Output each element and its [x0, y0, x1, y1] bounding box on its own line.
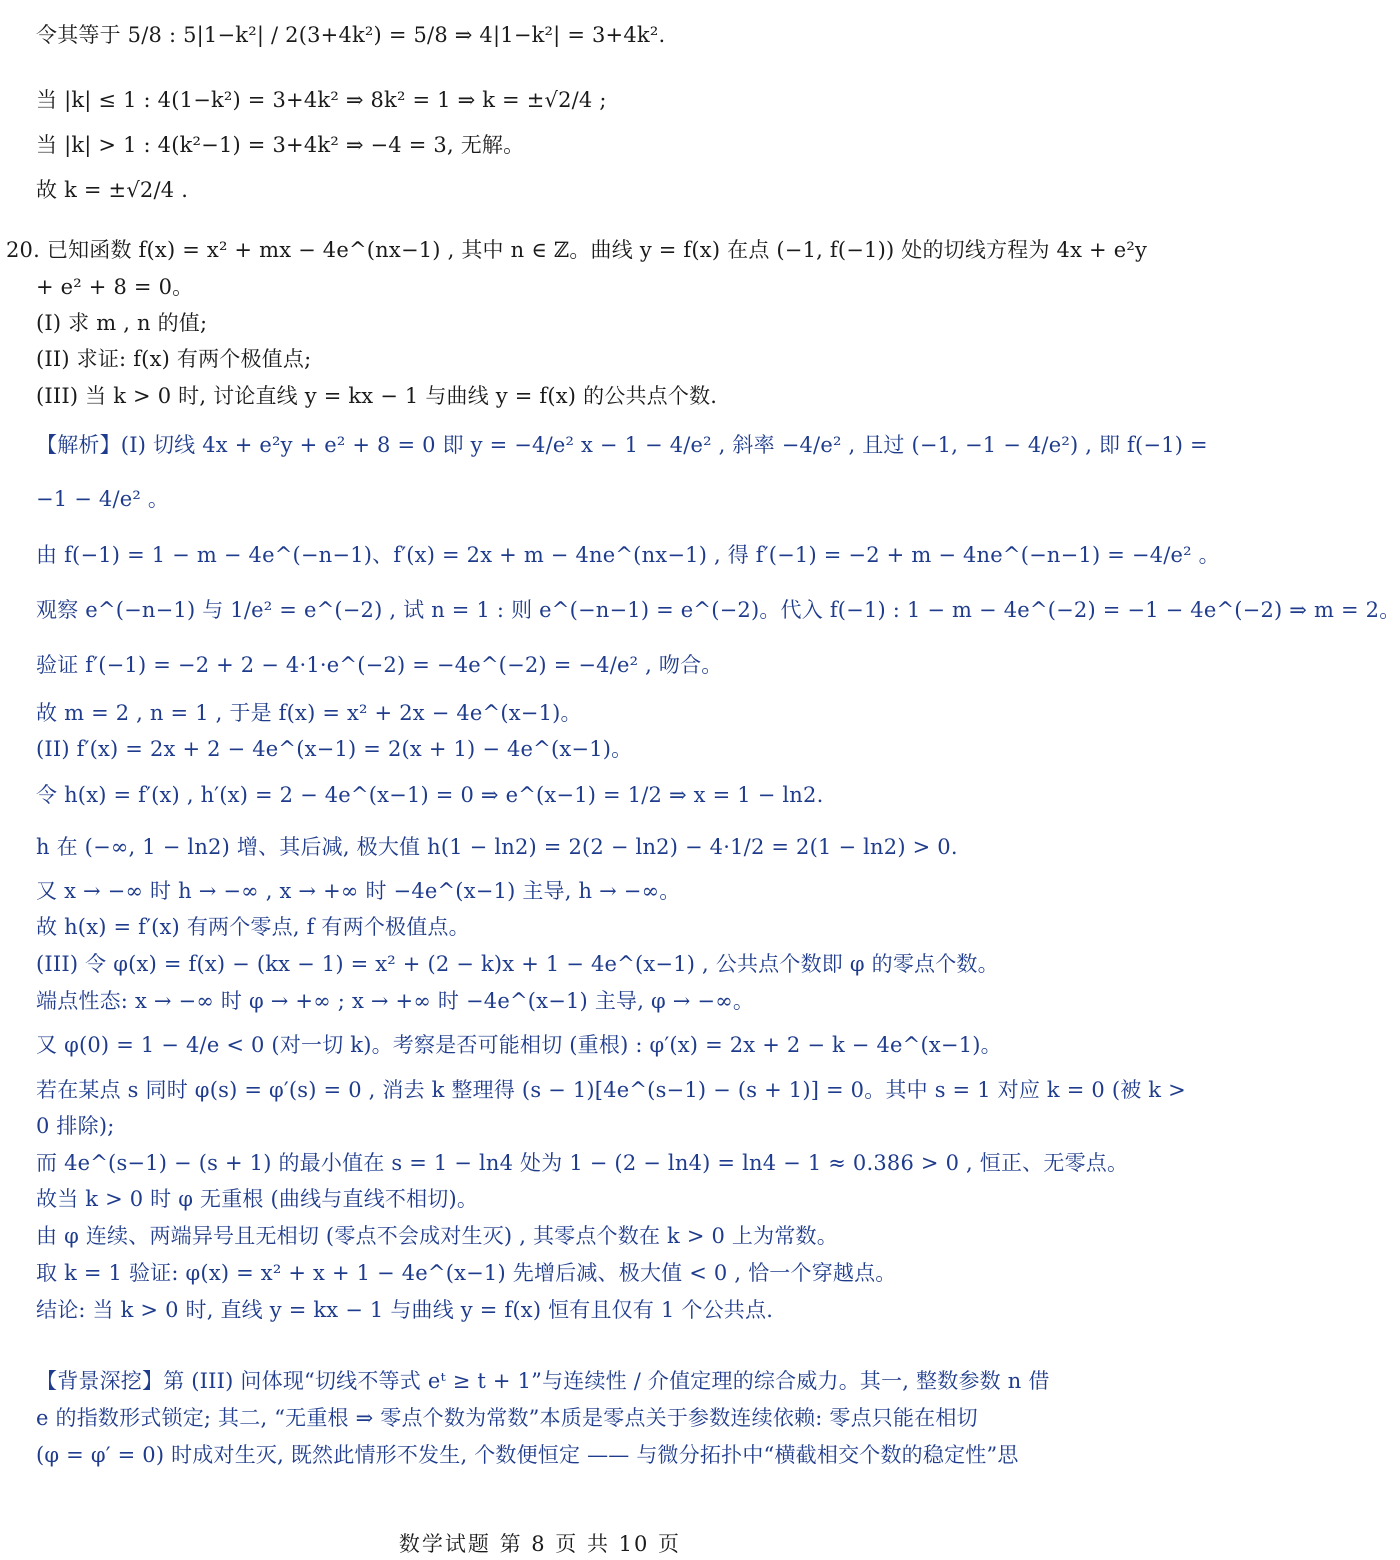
text-line: 当 |k| ≤ 1 : 4(1−k²) = 3+4k² ⇒ 8k² = 1 ⇒ k = ±√2/4 ; — [36, 88, 607, 112]
text-line: (φ = φ′ = 0) 时成对生灭, 既然此情形不发生, 个数便恒定 —— 与微分拓扑中“横截相交个数的稳定性”思 — [36, 1443, 1019, 1467]
text-line: 当 |k| > 1 : 4(k²−1) = 3+4k² ⇒ −4 = 3, 无解。 — [36, 133, 525, 157]
text-line: 故 k = ±√2/4 . — [36, 178, 189, 202]
text-line: 若在某点 s 同时 φ(s) = φ′(s) = 0 , 消去 k 整理得 (s − 1)[4e^(s−1) − (s + 1)] = 0。其中 s = 1 对应 k = 0 (被 k > — [36, 1078, 1186, 1102]
text-line: 【背景深挖】第 (III) 问体现“切线不等式 eᵗ ≥ t + 1”与连续性 / 介值定理的综合威力。其一, 整数参数 n 借 — [36, 1369, 1050, 1393]
text-line: + e² + 8 = 0。 — [36, 275, 194, 299]
page-footer: 数学试题 第 8 页 共 10 页 — [398, 1532, 682, 1556]
text-line: 故 h(x) = f′(x) 有两个零点, f 有两个极值点。 — [36, 915, 470, 939]
text-line: 取 k = 1 验证: φ(x) = x² + x + 1 − 4e^(x−1) 先增后减、极大值 < 0 , 恰一个穿越点。 — [36, 1261, 897, 1285]
text-line: −1 − 4/e² 。 — [36, 487, 170, 511]
text-line: 端点性态: x → −∞ 时 φ → +∞ ; x → +∞ 时 −4e^(x−1) 主导, φ → −∞。 — [36, 989, 755, 1013]
text-line: 而 4e^(s−1) − (s + 1) 的最小值在 s = 1 − ln4 处为 1 − (2 − ln4) = ln4 − 1 ≈ 0.386 > 0 , 恒正、无零点。 — [36, 1151, 1129, 1175]
text-line: 【解析】(I) 切线 4x + e²y + e² + 8 = 0 即 y = −4/e² x − 1 − 4/e² , 斜率 −4/e² , 且过 (−1, −1 − 4/e²) , 即 f(−1) = — [36, 433, 1208, 457]
text-line: (III) 当 k > 0 时, 讨论直线 y = kx − 1 与曲线 y = f(x) 的公共点个数. — [36, 384, 718, 408]
text-line: 验证 f′(−1) = −2 + 2 − 4·1·e^(−2) = −4e^(−2) = −4/e² , 吻合。 — [36, 653, 723, 677]
text-line: 20. 已知函数 f(x) = x² + mx − 4e^(nx−1) , 其中 n ∈ ℤ。曲线 y = f(x) 在点 (−1, f(−1)) 处的切线方程为 4x + e²y — [6, 238, 1148, 262]
text-line: (II) 求证: f(x) 有两个极值点; — [36, 347, 312, 371]
text-line: (II) f′(x) = 2x + 2 − 4e^(x−1) = 2(x + 1) − 4e^(x−1)。 — [36, 737, 633, 761]
text-line: (III) 令 φ(x) = f(x) − (kx − 1) = x² + (2 − k)x + 1 − 4e^(x−1) , 公共点个数即 φ 的零点个数。 — [36, 952, 999, 976]
text-line: 观察 e^(−n−1) 与 1/e² = e^(−2) , 试 n = 1 : 则 e^(−n−1) = e^(−2)。代入 f(−1) : 1 − m − 4e^(−2) = −1 − 4e^(−2) ⇒ m = 2。 — [36, 598, 1400, 622]
text-line: 令其等于 5/8 : 5|1−k²| / 2(3+4k²) = 5/8 ⇒ 4|1−k²| = 3+4k². — [36, 23, 666, 47]
text-line: (I) 求 m , n 的值; — [36, 311, 208, 335]
text-line: h 在 (−∞, 1 − ln2) 增、其后减, 极大值 h(1 − ln2) = 2(2 − ln2) − 4·1/2 = 2(1 − ln2) > 0. — [36, 835, 958, 859]
text-line: e 的指数形式锁定; 其二, “无重根 ⇒ 零点个数为常数”本质是零点关于参数连续依赖: 零点只能在相切 — [36, 1406, 978, 1430]
text-line: 故 m = 2 , n = 1 , 于是 f(x) = x² + 2x − 4e^(x−1)。 — [36, 701, 582, 725]
text-line: 故当 k > 0 时 φ 无重根 (曲线与直线不相切)。 — [36, 1187, 479, 1211]
text-line: 又 φ(0) = 1 − 4/e < 0 (对一切 k)。考察是否可能相切 (重根) : φ′(x) = 2x + 2 − k − 4e^(x−1)。 — [36, 1033, 1002, 1057]
text-line: 0 排除); — [36, 1114, 115, 1138]
text-line: 由 f(−1) = 1 − m − 4e^(−n−1)、f′(x) = 2x + m − 4ne^(nx−1) , 得 f′(−1) = −2 + m − 4ne^(−n−1) = −4/e² 。 — [36, 543, 1220, 567]
text-line: 又 x → −∞ 时 h → −∞ , x → +∞ 时 −4e^(x−1) 主导, h → −∞。 — [36, 879, 681, 903]
text-line: 令 h(x) = f′(x) , h′(x) = 2 − 4e^(x−1) = 0 ⇒ e^(x−1) = 1/2 ⇒ x = 1 − ln2. — [36, 783, 824, 807]
text-line: 由 φ 连续、两端异号且无相切 (零点不会成对生灭) , 其零点个数在 k > 0 上为常数。 — [36, 1224, 838, 1248]
text-line: 结论: 当 k > 0 时, 直线 y = kx − 1 与曲线 y = f(x) 恒有且仅有 1 个公共点. — [36, 1298, 774, 1322]
